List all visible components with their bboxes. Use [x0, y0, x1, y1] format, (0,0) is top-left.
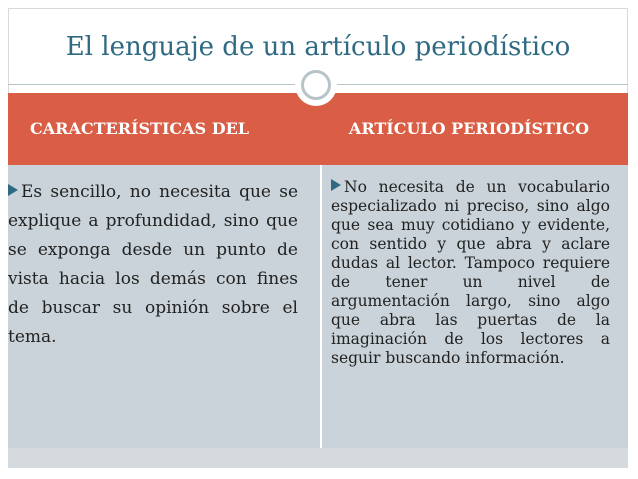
- header-right: ARTÍCULO PERIODÍSTICO: [348, 119, 590, 138]
- header-left: CARACTERÍSTICAS DEL: [30, 119, 250, 138]
- left-column-text: Es sencillo, no necesita que se explique a profundidad, sino que se exponga desde un punto de vista hacia los demás con fines de buscar su opinión sobre el tema.: [8, 182, 298, 347]
- bottom-strip: [8, 448, 628, 468]
- ring-ornament: [301, 70, 331, 100]
- column-divider: [320, 165, 322, 448]
- divider-line-right: [337, 84, 628, 85]
- triangle-bullet-icon: [8, 184, 18, 196]
- right-column-text: No necesita de un vocabulario especializado ni preciso, sino algo que sea muy cotidiano y evidente, con sentido y que abra y aclare dudas al lector. Tampoco requiere de tener un nivel de argumentación largo, sino algo que abra las puertas de la imaginación de los lectores a seguir buscando información.: [331, 178, 610, 367]
- triangle-bullet-icon: [331, 179, 341, 191]
- right-column-cell: [331, 178, 610, 368]
- slide-title: El lenguaje de un artículo periodístico: [65, 32, 571, 62]
- left-column-cell: [8, 178, 298, 352]
- divider-line-left: [8, 84, 295, 85]
